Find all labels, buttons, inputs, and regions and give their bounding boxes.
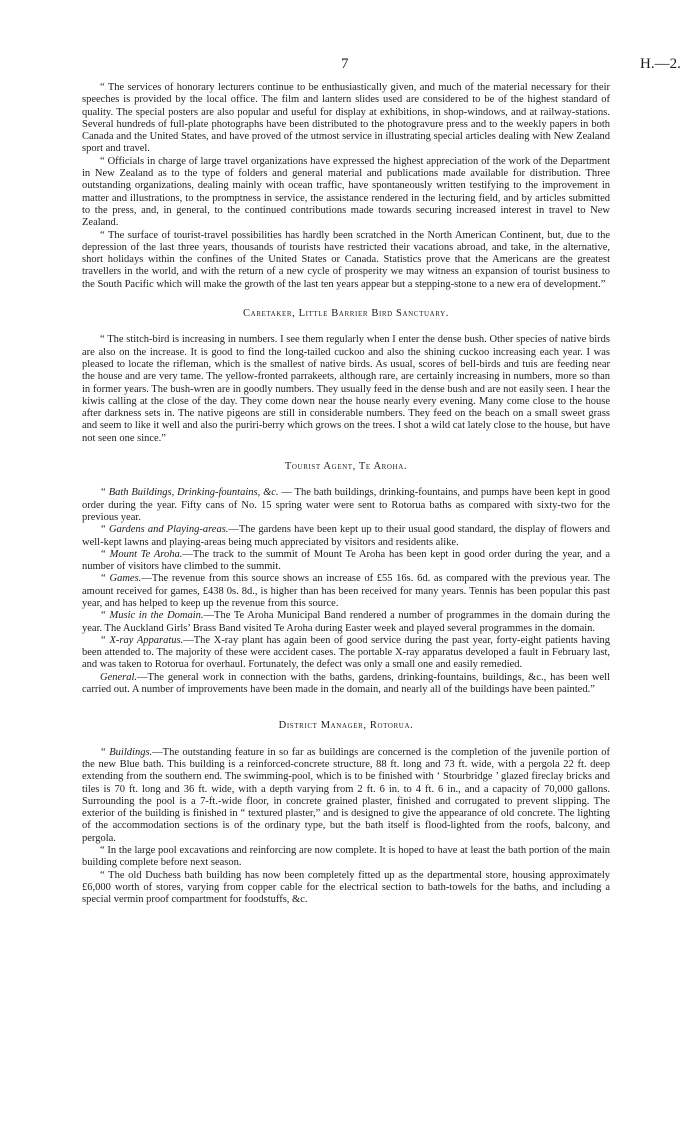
paragraph-text: —The outstanding feature in so far as buildings are concerned is the completion of the juvenile portion of the new Blue bath. This building is a reinforced-concrete structure, 88 ft. long and 73 ft. wide, with a pergola 22 ft. deep extending from the southern end. The swimming-pool, which is to be finished with ‘ Stourbridge ’ glazed fireclay bricks and tiles is 70 ft. long and 36 ft. wide, with a depth varying from 2 ft. 6 in. to 4 ft. 6 in., and a capacity of 70,000 gallons. Surrounding the pool is a 7-ft.-wide floor, in concrete grained plaster, finished and corrugated to prevent slipping. The exterior of the building is finished in “ textured plaster,” and is designed to give the appearance of old concrete. The lighting of the accommodation sections is of the ordinary type, but the bath itself is flood-lighted from the roofs, balcony, and pergola.: [82, 746, 610, 844]
paragraph-lead: “ Gardens and Playing-areas.: [100, 524, 229, 536]
paragraph-lead: “ Games.: [100, 573, 142, 585]
paragraph-lead: “ Music in the Domain.: [100, 610, 204, 622]
paragraph: “ The surface of tourist-travel possibilities has hardly been scratched in the North American Continent, but, due to the depression of the last three years, thousands of tourists have restricted their vacations abroad, and take, in the alternative, short holidays within the confines of the United States or Canada. Statistics prove that the Americans are the greatest travellers in the world, and with the return of a new cycle of prosperity we may witness an expansion of tourist business to the South Pacific which will make the growth of the last ten years appear but a stepping-stone to a new era of development.”: [82, 229, 610, 290]
paragraph-text: —The X-ray plant has again been of good service during the past year, forty-eight patients having been attended to. The majority of these were accident cases. The portable X-ray apparatus developed a fault in February last, and was taken to Rotorua for overhaul. Fortunately, the defect was only a small one and easily remedied.: [82, 634, 610, 671]
paragraph-lead: “ Mount Te Aroha.: [100, 548, 183, 560]
paragraph: [82, 524, 610, 549]
paragraph-lead: General.: [100, 671, 138, 683]
paragraph-lead: “ Buildings.: [100, 746, 153, 758]
paragraph: [82, 549, 610, 574]
document-reference: H.—2.: [640, 56, 681, 72]
paragraph: [82, 672, 610, 697]
paragraph: [82, 747, 610, 845]
paragraph-text: —The Te Aroha Municipal Band rendered a number of programmes in the domain during the year. The Auckland Girls’ Brass Band visited Te Aroha during Easter week and played several programmes in the domain.: [82, 610, 610, 634]
paragraph: [82, 610, 610, 635]
section-heading: District Manager, Rotorua.: [278, 720, 414, 732]
paragraph: “ Officials in charge of large travel organizations have expressed the highest appreciation of the work of the Department in New Zealand as to the type of folders and general material and publications made available for distribution. Three outstanding organizations, dealing mainly with ocean traffic, have spontaneously written testifying to the improvement in matter and illustrations, to the promptness in service, the assistance rendered in the lecturing field, and by articles submitted to the press, and, in general, to the continued contributions made towards securing increased interest in travel to New Zealand.: [82, 155, 610, 229]
paragraph: [82, 573, 610, 610]
paragraph: “ The stitch-bird is increasing in numbers. I see them regularly when I enter the dense bush. Other species of native birds are also on the increase. It is good to find the long-tailed cuckoo and also the shining cuckoo increasing each year. I was pleased to locate the rifleman, which is the smallest of native birds. As usual, scores of bell-birds and tuis are feeding near the house and are very tame. The yellow-fronted parrakeets, although rare, are certainly increasing in numbers, more so than in former years. The bush-wren are in goodly numbers. They usually feed in the dense bush and are not easily seen. I hear the kiwis calling at the close of the day. They come down near the house nearly every evening. Many come close to the house after darkness sets in. The native pigeons are still in considerable numbers. They feed on the beach on a small sweet grass and seem to like it well and also the puriri-berry which grows on the trees. I shot a wild cat lately close to the house, but have not seen one since.”: [82, 334, 610, 444]
paragraph-lead: “ X-ray Apparatus.: [100, 634, 184, 646]
paragraph-text: —The track to the summit of Mount Te Aroha has been kept in good order during the year, and a number of visitors have climbed to the summit.: [82, 548, 611, 573]
paragraph-text: —The gardens have been kept up to their usual good standard, the display of flowers and well-kept lawns and playing-areas being much appreciated by visitors and residents alike.: [82, 524, 610, 548]
paragraph: [82, 845, 610, 870]
paragraph: [82, 870, 610, 907]
paragraph: “ The services of honorary lecturers continue to be enthusiastically given, and much of the material necessary for their speeches is provided by the local office. The film and lantern slides used are considered to be of the highest standard of quality. The special posters are also popular and useful for display at exhibitions, in shop-windows, and at railway-stations. Several hundreds of full-plate photographs have been distributed to the photogravure press and to the weekly papers in both Canada and the United States, and have proved of the utmost service in illustrating special articles dealing with New Zealand sport and travel.: [82, 82, 610, 155]
document-body: [82, 82, 610, 907]
paragraph-text: —The revenue from this source shows an increase of £55 16s. 6d. as compared with the previous year. The amount received for games, £438 0s. 8d., is higher than has been received for many years. Tennis has been popular this past year, and has helped to keep up the revenue from this source.: [82, 573, 610, 609]
section-district-manager: [82, 720, 610, 906]
section-heading: Caretaker, Little Barrier Bird Sanctuary.: [242, 308, 450, 320]
section-heading: Tourist Agent, Te Aroha.: [284, 461, 408, 473]
section-tourist-agent: [82, 461, 610, 696]
paragraph-text: “ The old Duchess bath building has now been completely fitted up as the departmental store, housing approximately £6,000 worth of stores, varying from copper cable for the electrical section to bath-towels for the baths, and including a special vermin proof compartment for foodstuffs, &c.: [82, 869, 610, 906]
paragraph-text: “ In the large pool excavations and reinforcing are now complete. It is hoped to have at least the bath portion of the main building complete before next season.: [82, 845, 610, 869]
paragraph-lead: “ Bath Buildings, Drinking-fountains, &c.: [100, 487, 279, 499]
paragraph: [82, 487, 610, 524]
paragraph: [82, 635, 610, 672]
section-caretaker: [82, 308, 610, 445]
page-number: 7: [341, 56, 349, 72]
paragraph-text: —The general work in connection with the baths, gardens, drinking-fountains, buildings, &c., has been well carried out. A number of improvements have been made in the domain, and nearly all of the buildings have been painted.”: [82, 671, 610, 696]
section-intro: [82, 82, 610, 291]
paragraph-text: — The bath buildings, drinking-fountains, and pumps have been kept in good order during the year. Fifty cans of No. 15 spring water were sent to Rotorua baths as compared with sixty-two for the previous year.: [82, 487, 610, 523]
